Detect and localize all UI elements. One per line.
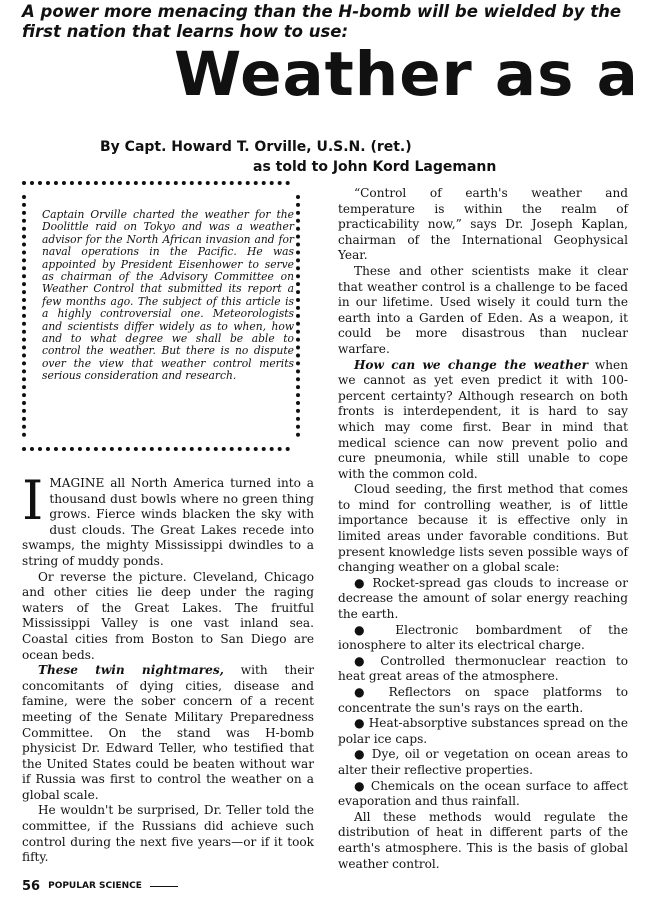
paragraph <box>22 663 314 803</box>
page-footer <box>22 878 642 894</box>
byline-author: By Capt. Howard T. Orville, U.S.N. (ret.) <box>100 139 412 155</box>
footer-rule <box>150 886 178 887</box>
left-column <box>22 469 314 866</box>
paragraph <box>338 358 628 483</box>
paragraph-text: with their concomitants of dying cities, disease and famine, were the sober concern of a recent meeting of the Senate Military Preparedness Committee. On the stand was H-bomb physicist Dr. Edward Teller, who testified that the United States could be beaten without war if Russia was first to control the weather on a global scale. <box>22 663 314 802</box>
right-column <box>338 186 628 872</box>
paragraph: “Control of earth's weather and temperature is within the realm of practicability now,” says Dr. Joseph Kaplan, chairman of the International Geophysical Year. <box>338 186 628 263</box>
lead-in: How can we change the weather <box>354 357 588 372</box>
list-item: ● Controlled thermonuclear reaction to heat great areas of the atmosphere. <box>338 653 628 684</box>
list-item: ● Reflectors on space platforms to concentrate the sun's rays on the earth. <box>338 685 628 715</box>
paragraph: All these methods would regulate the distribution of heat in different parts of the earth's atmosphere. This is the basis of global weather control. <box>338 809 628 871</box>
intro-paragraph <box>22 469 314 570</box>
sidebar-text: Captain Orville charted the weather for the Doolittle raid on Tokyo and was a weather advisor for the North African invasion and for naval operations in the Pacific. He was appointed by President Eisenhower to serve as chairman of the Advisory Committee on Weather Control that submitted its report a few months ago. The subject of this article is a highly controversial one. Meteorologists and scientists differ widely as to when, how and to what degree we shall be able to control the weather. But there is no dispute over the view that weather control merits serious consideration and research. <box>42 208 294 383</box>
page-number: 56 <box>22 878 41 894</box>
paragraph: These and other scientists make it clear that weather control is a challenge to be faced in our lifetime. Used wisely it could turn the earth into a Garden of Eden. As a weapon, it could be more disastrous than nuclear warfare. <box>338 263 628 356</box>
kicker: A power more menacing than the H-bomb will be wielded by the first nation that learns how to use: <box>22 2 622 41</box>
paragraph: Or reverse the picture. Cleveland, Chicago and other cities lie deep under the raging waters of the Great Lakes. The fruitful Mississippi Valley is one vast inland sea. Coastal cities from Boston to San Diego are ocean beds. <box>22 569 314 662</box>
list-item: ● Electronic bombardment of the ionosphere to alter its electrical charge. <box>338 622 628 653</box>
paragraph-text: when we cannot as yet even predict it with 100-percent certainty? Although research on both fronts is interdependent, it is hard to say which may come first. Bear in mind that medical science can now prevent polio and cure pneumonia, while still unable to cope with the common cold. <box>338 357 629 481</box>
intro-text: MAGINE all North America turned into a thousand dust bowls where no green thing grows. Fierce winds blacken the sky with dust clouds. The Great Lakes recede into swamps, the mighty Mississippi dwindles to a string of muddy ponds. <box>22 476 314 568</box>
list-item: ● Chemicals on the ocean surface to affect evaporation and thus rainfall. <box>338 778 628 809</box>
paragraph: He wouldn't be surprised, Dr. Teller told the committee, if the Russians did achieve such control during the next five years—or if it took fifty. <box>22 803 314 865</box>
list-item: ● Dye, oil or vegetation on ocean areas to alter their reflective properties. <box>338 747 628 777</box>
byline-as-told-to: as told to John Kord Lagemann <box>253 159 497 175</box>
lead-in: These twin nightmares, <box>38 663 224 678</box>
author-sidebar-box <box>22 181 294 451</box>
paragraph: Cloud seeding, the first method that comes to mind for controlling weather, is of little importance because it is effective only in limited areas under favorable conditions. But present knowledge lists seven possible ways of changing weather on a global scale: <box>338 482 628 575</box>
list-item: ● Rocket-spread gas clouds to increase or decrease the amount of solar energy reaching the earth. <box>338 575 628 622</box>
magazine-name: POPULAR SCIENCE <box>48 881 142 891</box>
drop-cap: I <box>22 469 44 532</box>
headline: Weather as a <box>174 39 639 110</box>
list-item: ● Heat-absorptive substances spread on the polar ice caps. <box>338 716 628 746</box>
